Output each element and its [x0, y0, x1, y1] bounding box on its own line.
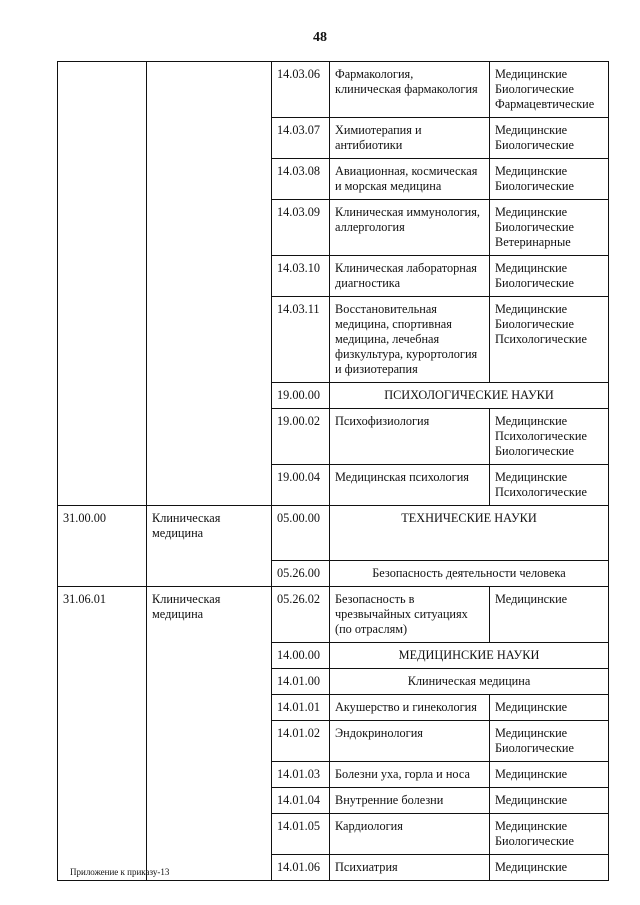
specialty-name: Психофизиология [330, 409, 490, 465]
section-heading: ТЕХНИЧЕСКИЕ НАУКИ [330, 506, 609, 561]
specialty-code: 14.01.05 [272, 814, 330, 855]
direction-name: Клиническая медицина [147, 506, 272, 587]
specialty-code: 14.01.04 [272, 788, 330, 814]
specialty-name: Акушерство и гинекология [330, 695, 490, 721]
science-branches: Медицинские [490, 788, 609, 814]
science-branches: Медицинские [490, 587, 609, 643]
science-branches: Медицинские Биологические [490, 159, 609, 200]
footer-note: Приложение к приказу-13 [70, 867, 170, 877]
direction-code: 31.06.01 [58, 587, 147, 881]
page-number: 48 [313, 30, 327, 45]
specialty-code: 14.03.06 [272, 62, 330, 118]
science-branches: Медицинские Психологические Биологические [490, 409, 609, 465]
specialty-name: Медицинская психология [330, 465, 490, 506]
science-branches: Медицинские Биологические [490, 118, 609, 159]
specialty-code: 05.26.02 [272, 587, 330, 643]
science-branches: Медицинские Биологические [490, 256, 609, 297]
subsection-heading: Клиническая медицина [330, 669, 609, 695]
table-row [58, 506, 609, 561]
section-code: 19.00.00 [272, 383, 330, 409]
table-row [58, 62, 609, 118]
specialty-code: 14.03.09 [272, 200, 330, 256]
subsection-code: 14.01.00 [272, 669, 330, 695]
specialty-code: 14.01.03 [272, 762, 330, 788]
science-branches: Медицинские [490, 762, 609, 788]
specialty-name: Клиническая иммунология, аллергология [330, 200, 490, 256]
specialty-name: Психиатрия [330, 855, 490, 881]
science-branches: Медицинские Биологические Психологические [490, 297, 609, 383]
section-heading: ПСИХОЛОГИЧЕСКИЕ НАУКИ [330, 383, 609, 409]
section-heading: МЕДИЦИНСКИЕ НАУКИ [330, 643, 609, 669]
section-code: 14.00.00 [272, 643, 330, 669]
specialty-name: Клиническая лабораторная диагностика [330, 256, 490, 297]
specialty-code: 19.00.02 [272, 409, 330, 465]
section-code: 05.00.00 [272, 506, 330, 561]
direction-block-31-06-01 [58, 587, 609, 881]
specialty-name: Эндокринология [330, 721, 490, 762]
science-branches: Медицинские Биологические Фармацевтические [490, 62, 609, 118]
specialty-code: 14.03.10 [272, 256, 330, 297]
specialty-name: Фармакология, клиническая фармакология [330, 62, 490, 118]
specialty-name: Восстановительная медицина, спортивная медицина, лечебная физкультура, курортология и физиотерапия [330, 297, 490, 383]
specialty-name: Болезни уха, горла и носа [330, 762, 490, 788]
direction-code: 31.00.00 [58, 506, 147, 587]
empty-code-cell [58, 62, 147, 506]
specialty-code: 14.03.07 [272, 118, 330, 159]
science-branches: Медицинские [490, 855, 609, 881]
science-branches: Медицинские [490, 695, 609, 721]
specialty-code: 19.00.04 [272, 465, 330, 506]
table-row [58, 587, 609, 643]
specialty-name: Химиотерапия и антибиотики [330, 118, 490, 159]
direction-block-31-00-00 [58, 506, 609, 587]
direction-name: Клиническая медицина [147, 587, 272, 881]
specialty-name: Безопасность в чрезвычайных ситуациях (по отраслям) [330, 587, 490, 643]
specialty-name: Кардиология [330, 814, 490, 855]
subsection-code: 05.26.00 [272, 561, 330, 587]
specialty-name: Авиационная, космическая и морская медицина [330, 159, 490, 200]
specialty-code: 14.01.01 [272, 695, 330, 721]
specialty-name: Внутренние болезни [330, 788, 490, 814]
specialty-code: 14.03.11 [272, 297, 330, 383]
specialty-code: 14.01.02 [272, 721, 330, 762]
science-branches: Медицинские Биологические [490, 721, 609, 762]
empty-name-cell [147, 62, 272, 506]
specialty-code: 14.03.08 [272, 159, 330, 200]
science-branches: Медицинские Психологические [490, 465, 609, 506]
subsection-heading: Безопасность деятельности человека [330, 561, 609, 587]
specialties-table [57, 61, 609, 881]
table-body-continuation [58, 62, 609, 506]
science-branches: Медицинские Биологические Ветеринарные [490, 200, 609, 256]
specialty-code: 14.01.06 [272, 855, 330, 881]
science-branches: Медицинские Биологические [490, 814, 609, 855]
